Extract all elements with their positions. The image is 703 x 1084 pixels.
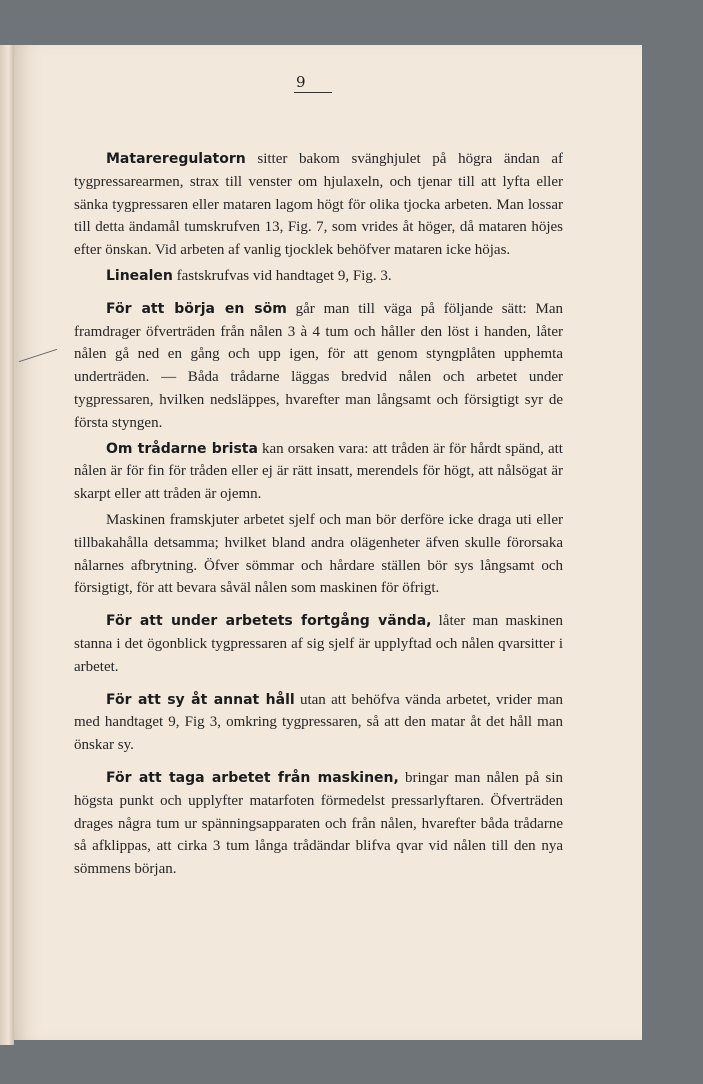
paragraph-text: låter man maskinen stanna i det ögonblick tygpressaren af sig sjelf är upplyftad och nålen qvarsitter i arbetet. xyxy=(74,613,563,675)
paragraph-text: fastskrufvas vid handtaget 9, Fig. 3. xyxy=(172,267,392,284)
paragraph-lead: Om trådarne brista xyxy=(106,440,258,457)
paragraph-annat-hall xyxy=(74,689,563,757)
paragraph-text: sitter bakom svänghjulet på högra ändan af tygpressarearmen, strax till venster om hjulaxeln, och tjenar till att lyfta eller sänka tygpressaren eller mataren lagom högt för olika tjocka arbeten. Man lossar till detta ändamål tumskrufven 13, Fig. 7, som vrides åt höger, då mataren höjes efter önskan. Vid arbeten af vanlig tjocklek behöfver mataren icke höjas. xyxy=(74,151,563,259)
paragraph-lead: För att under arbetets fortgång vända, xyxy=(106,613,432,630)
paragraph-lead: För att taga arbetet från maskinen, xyxy=(106,769,399,786)
page-number-rule xyxy=(294,92,332,93)
page-number: 9 xyxy=(296,73,307,91)
paragraph-lead: Linealen xyxy=(106,267,173,284)
paragraph-vanda xyxy=(74,610,563,678)
paragraph-text: går man till väga på följande sätt: Man framdrager öfverträden från nålen 3 à 4 tum och håller den löst i handen, låter nålen gå ned en gång och upp igen, för att genom styngplåten upphemta underträden. — Båda trådarne läggas bredvid nålen och arbetet under tygpressaren, hvilken nedsläppes, hvarefter man långsamt och försigtigt syr de första styngen. xyxy=(74,300,563,431)
paragraph-borja-en-som xyxy=(74,298,563,435)
page-body xyxy=(74,148,563,891)
paragraph-text: utan att behöfva vända arbetet, vrider man med handtaget 9, Fig 3, omkring tygpressaren, så att den matar åt det håll man önskar sy. xyxy=(74,691,563,754)
book-spine-edge xyxy=(0,45,14,1045)
paragraph-text: Maskinen framskjuter arbetet sjelf och man bör derföre icke draga uti eller tillbakahålla detsamma; hvilket bland andra olägenheter äfven skulle förorsaka nålarnes afbrytning. Öfver sömmar och hårdare ställen bör sys långsamt och försigtigt, för att bevara såväl nålen som maskinen för öfrigt. xyxy=(74,511,563,597)
paragraph-text: kan orsaken vara: att tråden är för hårdt spänd, att nålen är för fin för tråden eller ej är rätt insatt, merendels för högt, att nålsögat är skarpt eller att tråden är ojemn. xyxy=(74,440,563,503)
paragraph-lead: Matareregulatorn xyxy=(106,151,246,167)
paragraph-maskinen xyxy=(74,509,563,600)
paragraph-linealen xyxy=(74,265,563,288)
paragraph-tradarne-brista xyxy=(74,438,563,506)
paragraph-lead: För att börja en söm xyxy=(106,300,287,317)
paragraph-lead: För att sy åt annat håll xyxy=(106,691,295,708)
paragraph-taga-arbetet xyxy=(74,767,563,881)
paragraph-text: bringar man nålen på sin högsta punkt och upplyfter matarfoten förmedelst pressarlyftaren. Öfverträden drages några tum ur spänningsapparaten och från nålen, hvarefter båda trådarne så afklippas, att cirka 3 tum långa trådändar blifva qvar vid nålen till den nya sömmens början. xyxy=(74,769,563,878)
paragraph-matareregulatorn xyxy=(74,148,563,262)
